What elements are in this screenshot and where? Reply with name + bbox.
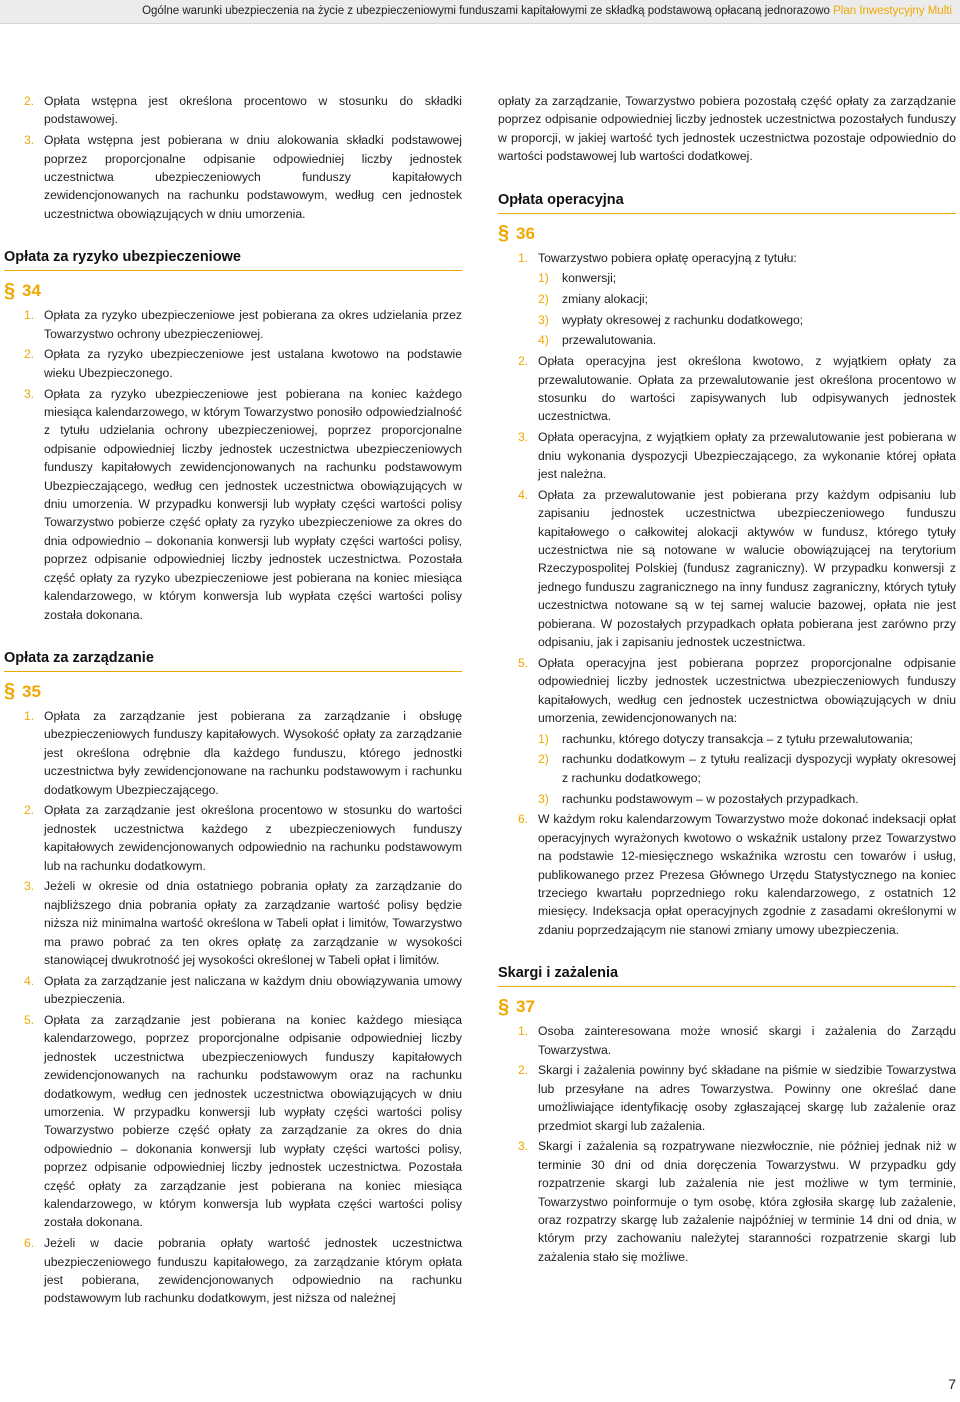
sub-item-number: 3)	[538, 791, 549, 806]
item-number: 4.	[518, 487, 529, 502]
item-number: 4.	[24, 973, 35, 988]
sub-list-item	[538, 750, 956, 787]
item-number: 1.	[24, 708, 35, 723]
item-text: Opłata za zarządzanie jest pobierana za zarządzanie i obsługę ubezpieczeniowych funduszy kapitałowych. Wysokość opłaty za zarządzanie jest określona odrębnie dla każdego funduszu, którego jednostki uczestnictwa były zewidencjonowane na rachunku podstawowym i rachunku dodatkowym Ubezpieczającego.	[44, 708, 462, 797]
sub-item-text: wypłaty okresowej z rachunku dodatkowego;	[562, 312, 804, 327]
sub-list-item	[538, 730, 956, 748]
item-text: Opłata za ryzyko ubezpieczeniowe jest ustalana kwotowo na podstawie wieku Ubezpieczonego.	[44, 347, 462, 380]
item-text: Opłata za zarządzanie jest naliczana w każdym dniu obowiązywania umowy ubezpieczenia.	[44, 973, 462, 1007]
section-36-list	[498, 249, 956, 940]
item-number: 6.	[518, 812, 529, 827]
item-text: Opłata operacyjna jest pobierana poprzez proporcjonalne odpisanie odpowiedniej liczby jednostek uczestnictwa ubezpieczeniowych funduszy kapitałowych, według cen jednostek uczestnictwa obowiązujących w dniu umorzenia, zewidencjonowanych na:	[538, 655, 956, 726]
item-text: Skargi i zażalenia są rozpatrywane niezwłocznie, nie później jednak niż w terminie 30 dni od dnia doręczenia Towarzystwu. W przypadku gdy rozpatrzenie skargi lub zażalenia nie jest możliwe w tym terminie, Towarzystwo poinformuje o tym osobę, która zgłosiła skargę lub zażalenie, oraz rozpatrzy skargę lub zażalenie najpóźniej w terminie 14 dni od dnia, w którym przy zachowaniu należytej staranności rozpatrzenie skargi lub zażalenia stało się możliwe.	[538, 1139, 956, 1264]
item-text: Opłata za zarządzanie jest pobierana na koniec każdego miesiąca kalendarzowego, poprzez proporcjonalne odpisanie odpowiedniej liczby jednostek uczestnictwa ubezpieczeniowych funduszy kapitałowych zewidencjonowanych na rachunku podstawowym oraz na rachunku dodatkowym, według cen jednostek uczestnictwa obowiązujących w dniu umorzenia. W przypadku konwersji lub wypłaty części wartości polisy Towarzystwo pobierze część opłaty za zarządzanie za okres do dnia odpowiednio – dokonania konwersji lub wypłaty części wartości polisy, poprzez odpisanie odpowiedniej liczby jednostek uczestnictwa. Pozostała część opłaty za zarządzanie jest pobierana na koniec miesiąca kalendarzowego, w którym konwersja lub wypłata części wartości polisy została dokonana.	[44, 1012, 462, 1230]
item-text: Opłata wstępna jest określona procentowo w stosunku do składki podstawowej.	[44, 94, 462, 127]
item-text: Osoba zainteresowana może wnosić skargi i zażalenia do Zarządu Towarzystwa.	[538, 1024, 956, 1057]
item-text: Opłata za zarządzanie jest określona procentowo w stosunku do wartości jednostek uczestnictwa każdego z ubezpieczeniowych funduszy kapitałowych zewidencjonowanych odpowiednio na rachunku podstawowym lub na rachunku dodatkowym.	[44, 803, 462, 873]
section-number-37	[498, 995, 956, 1019]
item-number: 1.	[24, 308, 35, 323]
sub-list-item	[538, 790, 956, 808]
sub-item-text: konwersji;	[562, 271, 617, 286]
list-item	[4, 877, 462, 969]
item-text: Jeżeli w okresie od dnia ostatniego pobrania opłaty za zarządzanie do najbliższego dnia pobrania opłaty za zarządzanie wartość polisy będzie niższa niż minimalna wartość określona w Tabeli opłat i limitów, Towarzystwo ma prawo pobrać za ten okres opłatę za zarządzanie w wysokości stanowiącej dwukrotność jej wysokości określonej w Tabeli opłat i limitów.	[44, 879, 462, 967]
section-heading-37: Skargi i zażalenia	[498, 965, 956, 987]
item-number: 3.	[24, 133, 35, 148]
sub-list	[538, 730, 956, 808]
sub-list-item	[538, 331, 956, 349]
section-number: 35	[22, 681, 41, 701]
list-item	[498, 352, 956, 426]
item-number: 1.	[518, 1024, 529, 1039]
sub-item-text: przewalutowania.	[562, 333, 657, 348]
section-heading-34: Opłata za ryzyko ubezpieczeniowe	[4, 249, 462, 271]
list-item	[4, 801, 462, 875]
item-number: 2.	[518, 1063, 529, 1078]
item-text: Jeżeli w dacie pobrania opłaty wartość jednostek uczestnictwa ubezpieczeniowego funduszu kapitałowego, za zarządzanie którym opłata jest pobierana, zewidencjonowanych odpowiednio na rachunku podstawowym lub rachunku dodatkowym, jest niższa od należnej	[44, 1236, 462, 1306]
continuation-paragraph: opłaty za zarządzanie, Towarzystwo pobiera pozostałą część opłaty za zarządzanie poprzez odpisanie odpowiedniej liczby jednostek uczestnictwa pozostałych funduszy w proporcji, w jakiej wartość tych jednostek uczestnictwa pozostaje odpowiednio do wartości podstawowej lub wartości dodatkowej.	[498, 94, 956, 164]
section-34-list	[4, 306, 462, 624]
sub-item-number: 4)	[538, 333, 549, 348]
section-heading-36: Opłata operacyjna	[498, 192, 956, 214]
sub-item-number: 1)	[538, 731, 549, 746]
list-item	[498, 249, 956, 350]
sub-item-number: 2)	[538, 291, 549, 306]
item-text: Opłata wstępna jest pobierana w dniu alokowania składki podstawowej poprzez proporcjonalne odpisanie odpowiedniej liczby jednostek uczestnictwa ubezpieczeniowych funduszy kapitałowych zewidencjonowanych na rachunku podstawowym, według cen jednostek uczestnictwa obowiązujących w dniu umorzenia.	[44, 133, 462, 221]
section-35-list	[4, 707, 462, 1308]
item-number: 5.	[518, 655, 529, 670]
right-column	[498, 92, 956, 1269]
list-item	[498, 486, 956, 652]
item-text: Skargi i zażalenia powinny być składane na piśmie w siedzibie Towarzystwa lub przesyłane na adres Towarzystwa. Powinny one określać dane umożliwiające identyfikację osoby zgłaszającej skargę lub zażalenie oraz przedmiot skargi lub zażalenia.	[538, 1063, 956, 1133]
sub-item-text: rachunku dodatkowym – z tytułu realizacji dyspozycji wypłaty okresowej z rachunku dodatkowego;	[562, 752, 956, 785]
item-number: 6.	[24, 1236, 35, 1251]
section-number: 34	[22, 281, 41, 301]
product-name: Plan Inwestycyjny Multi	[833, 5, 952, 17]
item-number: 2.	[24, 94, 35, 108]
list-item	[4, 1234, 462, 1308]
item-text: Opłata za ryzyko ubezpieczeniowe jest pobierana za okres udzielania przez Towarzystwo ochrony ubezpieczeniowej.	[44, 308, 462, 341]
sub-list-item	[538, 290, 956, 308]
list-item	[4, 1011, 462, 1232]
list-item	[498, 428, 956, 483]
list-item	[4, 972, 462, 1009]
item-text: Opłata za ryzyko ubezpieczeniowe jest pobierana na koniec każdego miesiąca kalendarzowego, w którym Towarzystwo ponosiło odpowiedzialność z tytułu udzielania ochrony ubezpieczeniowej, poprzez proporcjonalne odpisanie odpowiedniej liczby jednostek uczestnictwa ubezpieczeniowych funduszy kapitałowych zewidencjonowanych na rachunku podstawowym Ubezpieczającego, według cen jednostek uczestnictwa obowiązujących w dniu umorzenia. W przypadku konwersji lub wypłaty części wartości polisy Towarzystwo pobierze część opłaty za ryzyko ubezpieczeniowe za okres do dnia odpowiednio – dokonania konwersji lub wypłaty części wartości polisy, poprzez odpisanie odpowiedniej liczby jednostek uczestnictwa. Pozostała część opłaty za ryzyko ubezpieczeniowe jest pobierana na koniec miesiąca kalendarzowego, w którym konwersja lub wypłata części wartości polisy została dokonana.	[44, 386, 462, 622]
sub-item-text: rachunku, którego dotyczy transakcja – z tytułu przewalutowania;	[562, 731, 913, 746]
list-item	[498, 810, 956, 939]
section-number-35	[4, 680, 462, 704]
item-text: Opłata operacyjna, z wyjątkiem opłaty za przewalutowanie jest pobierana w dniu wykonania dyspozycji Ubezpieczającego, za wykonanie której opłata jest należna.	[538, 430, 956, 482]
section-number: 36	[516, 223, 535, 243]
item-number: 1.	[518, 250, 529, 265]
sub-list	[538, 269, 956, 350]
item-number: 2.	[24, 347, 35, 362]
paragraph-sign: §	[498, 222, 510, 245]
item-number: 3.	[518, 430, 529, 445]
sub-list-item	[538, 311, 956, 329]
list-item	[4, 131, 462, 223]
intro-list	[4, 92, 462, 223]
document-title-text: Ogólne warunki ubezpieczenia na życie z ubezpieczeniowymi funduszami kapitałowymi ze składką podstawową opłacaną jednorazowo	[142, 5, 830, 17]
list-item	[4, 306, 462, 343]
sub-item-text: zmiany alokacji;	[562, 291, 649, 306]
list-item	[4, 92, 462, 129]
page-number: 7	[948, 1376, 956, 1392]
list-item	[4, 707, 462, 799]
list-item	[4, 385, 462, 624]
list-item	[498, 1137, 956, 1266]
paragraph-sign: §	[498, 995, 510, 1018]
list-item	[4, 345, 462, 382]
item-number: 2.	[518, 354, 529, 369]
section-number-36	[498, 222, 956, 246]
item-number: 2.	[24, 803, 35, 818]
item-number: 5.	[24, 1012, 35, 1027]
item-number: 3.	[518, 1139, 529, 1154]
paragraph-sign: §	[4, 279, 16, 302]
sub-item-number: 3)	[538, 312, 549, 327]
sub-item-number: 2)	[538, 752, 549, 767]
sub-list-item	[538, 269, 956, 287]
item-number: 3.	[24, 879, 35, 894]
sub-item-number: 1)	[538, 271, 549, 286]
section-number-34	[4, 279, 462, 303]
sub-item-text: rachunku podstawowym – w pozostałych przypadkach.	[562, 791, 859, 806]
item-text: W każdym roku kalendarzowym Towarzystwo może dokonać indeksacji opłat operacyjnych wyrażonych kwotowo o wskaźnik ustalony przez Towarzystwo na podstawie 12-miesięcznego wskaźnika wzrostu cen towarów i usług, publikowanego przez Prezesa Głównego Urzędu Statystycznego na koniec trzeciego kwartału poprzedniego roku kalendarzowego, z ostatnich 12 miesięcy. Indeksacja opłat operacyjnych zgodnie z zasadami określonymi w zdaniu poprzedzającym nie stanowi zmiany umowy ubezpieczenia.	[538, 812, 956, 937]
left-column	[4, 92, 462, 1310]
item-text: Towarzystwo pobiera opłatę operacyjną z tytułu:	[538, 250, 797, 265]
list-item	[498, 654, 956, 808]
item-text: Opłata operacyjna jest określona kwotowo, z wyjątkiem opłaty za przewalutowanie. Opłata za przewalutowanie jest określona procentowo w stosunku do wartości zapisywanych lub odpisywanych jednostek uczestnictwa.	[538, 354, 956, 424]
paragraph-sign: §	[4, 680, 16, 703]
section-number: 37	[516, 997, 535, 1017]
item-number: 3.	[24, 386, 35, 401]
list-item	[498, 1061, 956, 1135]
page-header-bar	[0, 0, 960, 24]
item-text: Opłata za przewalutowanie jest pobierana przy każdym odpisaniu lub zapisaniu jednostek uczestnictwa ubezpieczeniowego funduszu kapitałowego o całkowitej alokacji aktywów w fundusz, którego tytuły uczestnictwa nie są notowane w walucie obowiązującej na terytorium Rzeczypospolitej Polskiej (fundusz zagraniczny). W przypadku konwersji z jednego funduszu zagranicznego na inny fundusz zagraniczny, których tytuły uczestnictwa notowane są w tej samej walucie bazowej, opłata nie jest pobierana. W pozostałych przypadkach opłata pobierana jest zarówno przy odpisaniu, jak i zapisaniu jednostek uczestnictwa.	[538, 487, 956, 650]
section-heading-35: Opłata za zarządzanie	[4, 650, 462, 672]
document-title	[142, 5, 952, 17]
section-37-list	[498, 1022, 956, 1266]
list-item	[498, 1022, 956, 1059]
